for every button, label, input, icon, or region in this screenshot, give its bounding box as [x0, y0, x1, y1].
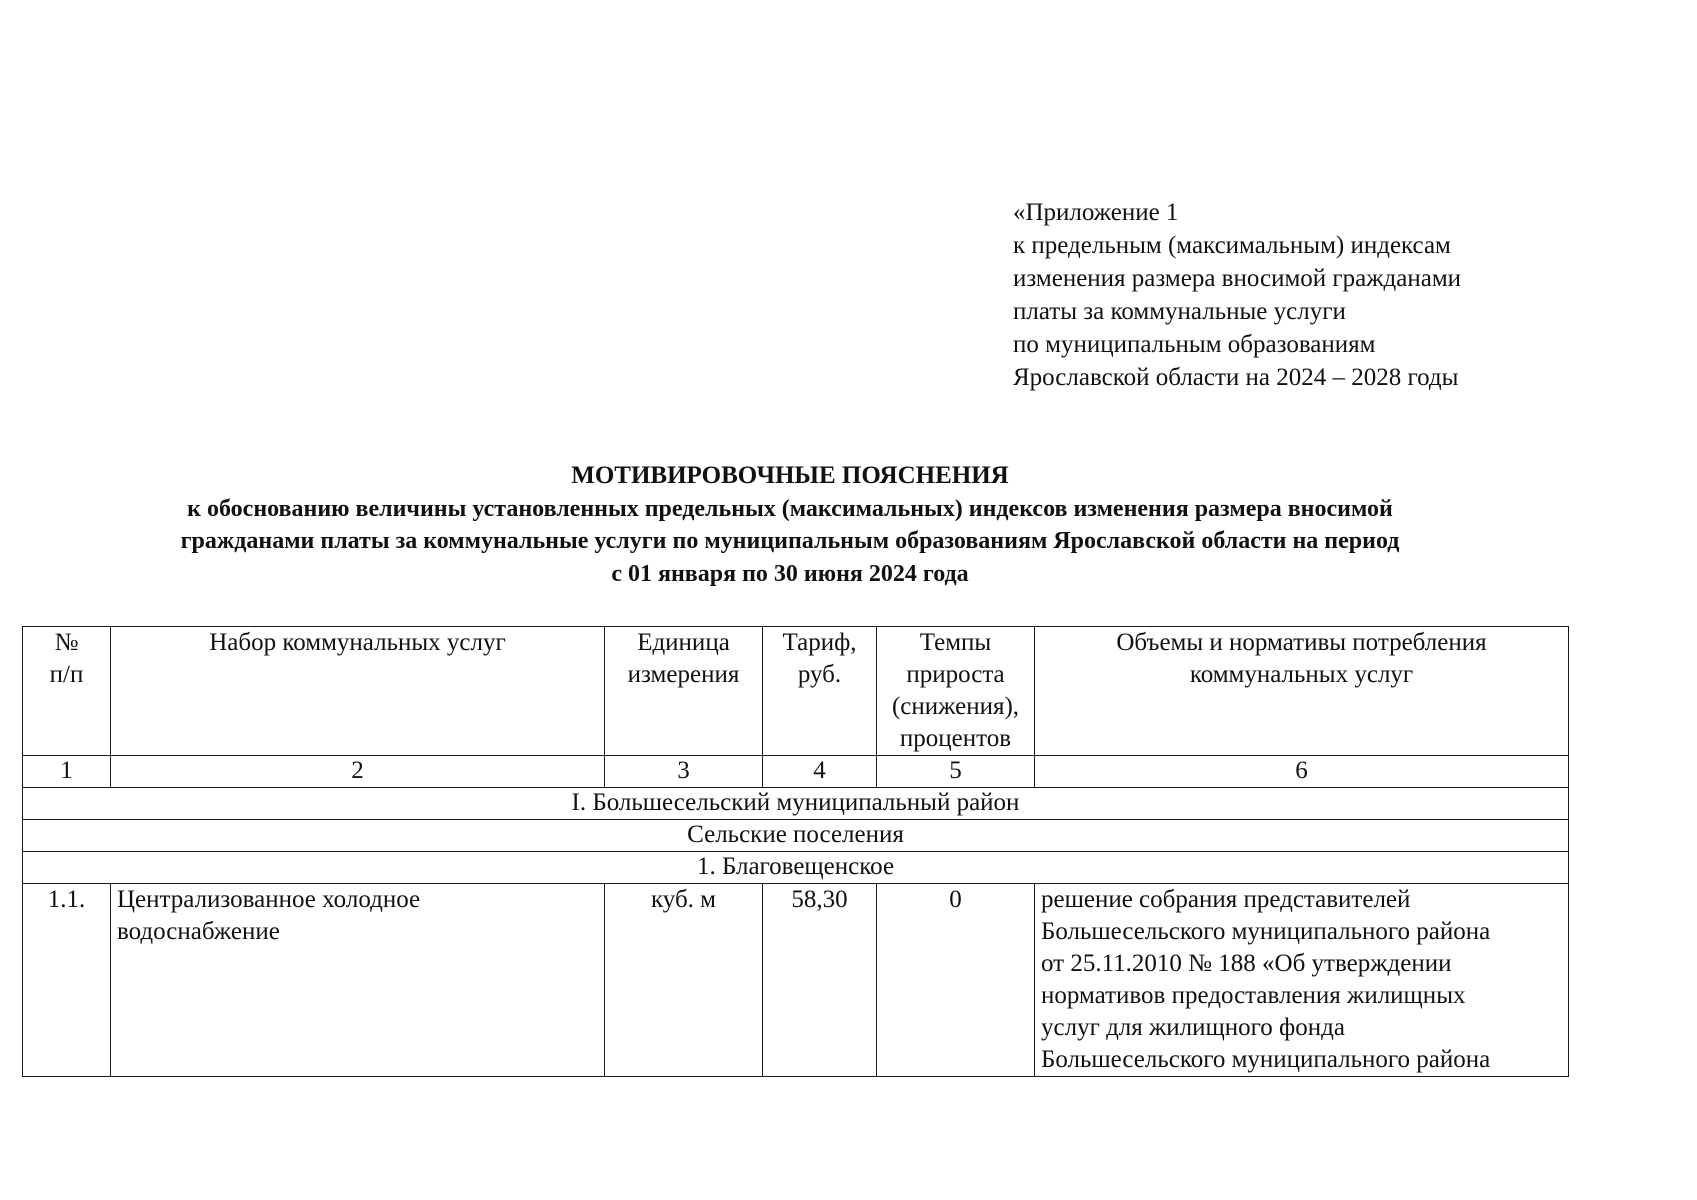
- header-text: руб.: [797, 661, 842, 688]
- appendix-line: Ярославской области на 2024 – 2028 годы: [1013, 364, 1459, 391]
- appendix-line: по муниципальным образованиям: [1013, 331, 1376, 358]
- row-rate: 0: [877, 884, 1035, 1077]
- settlement-row: [23, 852, 1569, 884]
- row-num: 1.1.: [23, 884, 111, 1077]
- header-volumes: [1035, 627, 1569, 756]
- row-tariff: 58,30: [763, 884, 877, 1077]
- appendix-line: изменения размера вносимой гражданами: [1013, 265, 1462, 292]
- norm-text: от 25.11.2010 № 188 «Об утверждении: [1041, 950, 1452, 977]
- appendix-block: [1013, 196, 1461, 394]
- header-num: [23, 627, 111, 756]
- table-row: [23, 884, 1569, 1077]
- row-unit: куб. м: [605, 884, 763, 1077]
- column-number: 6: [1035, 756, 1569, 788]
- settlement-type: Сельские поселения: [23, 820, 1569, 852]
- row-service: [111, 884, 605, 1077]
- service-text: водоснабжение: [117, 918, 280, 945]
- appendix-line: к предельным (максимальным) индексам: [1013, 232, 1451, 259]
- tariff-table: [22, 626, 1569, 1077]
- header-text: процентов: [899, 725, 1012, 752]
- header-text: прироста: [906, 661, 1005, 688]
- appendix-line: платы за коммунальные услуги: [1013, 298, 1346, 325]
- settlement-name: 1. Благовещенское: [23, 852, 1569, 884]
- header-tariff: [763, 627, 877, 756]
- header-text: Объемы и нормативы потребления: [1116, 629, 1487, 656]
- header-rate: [877, 627, 1035, 756]
- header-text: п/п: [49, 661, 84, 688]
- settlement-type-row: [23, 820, 1569, 852]
- column-number-row: [23, 756, 1569, 788]
- document-title: МОТИВИРОВОЧНЫЕ ПОЯСНЕНИЯ: [571, 462, 1009, 489]
- norm-text: Большесельского муниципального района: [1041, 1046, 1491, 1073]
- norm-text: решение собрания представителей: [1041, 886, 1411, 913]
- header-text: №: [54, 629, 79, 656]
- header-text: Темпы: [919, 629, 992, 656]
- column-number: 3: [605, 756, 763, 788]
- service-text: Централизованное холодное: [117, 886, 421, 913]
- header-service: [111, 627, 605, 756]
- column-number: 1: [23, 756, 111, 788]
- norm-text: нормативов предоставления жилищных: [1041, 982, 1466, 1009]
- column-number: 2: [111, 756, 605, 788]
- table-header-row: [23, 627, 1569, 756]
- header-text: коммунальных услуг: [1189, 661, 1414, 688]
- district-name: I. Большесельский муниципальный район: [23, 788, 1569, 820]
- header-text: Единица: [637, 629, 730, 656]
- row-norms: [1035, 884, 1569, 1077]
- document-subtitle-line: к обоснованию величины установленных предельных (максимальных) индексов изменения размера вносимой: [187, 495, 1393, 522]
- header-text: измерения: [627, 661, 740, 688]
- district-row: [23, 788, 1569, 820]
- document-subtitle-line: с 01 января по 30 июня 2024 года: [611, 560, 969, 587]
- column-number: 4: [763, 756, 877, 788]
- norm-text: Большесельского муниципального района: [1041, 918, 1491, 945]
- header-unit: [605, 627, 763, 756]
- header-text: (снижения),: [891, 693, 1020, 720]
- document-subtitle-line: гражданами платы за коммунальные услуги по муниципальным образованиям Ярославской области на период: [180, 528, 1400, 554]
- norm-text: услуг для жилищного фонда: [1041, 1014, 1345, 1041]
- header-text: Набор коммунальных услуг: [209, 629, 506, 656]
- appendix-line: «Приложение 1: [1013, 199, 1179, 226]
- column-number: 5: [877, 756, 1035, 788]
- header-text: Тариф,: [782, 629, 857, 656]
- document-heading: [0, 460, 1580, 590]
